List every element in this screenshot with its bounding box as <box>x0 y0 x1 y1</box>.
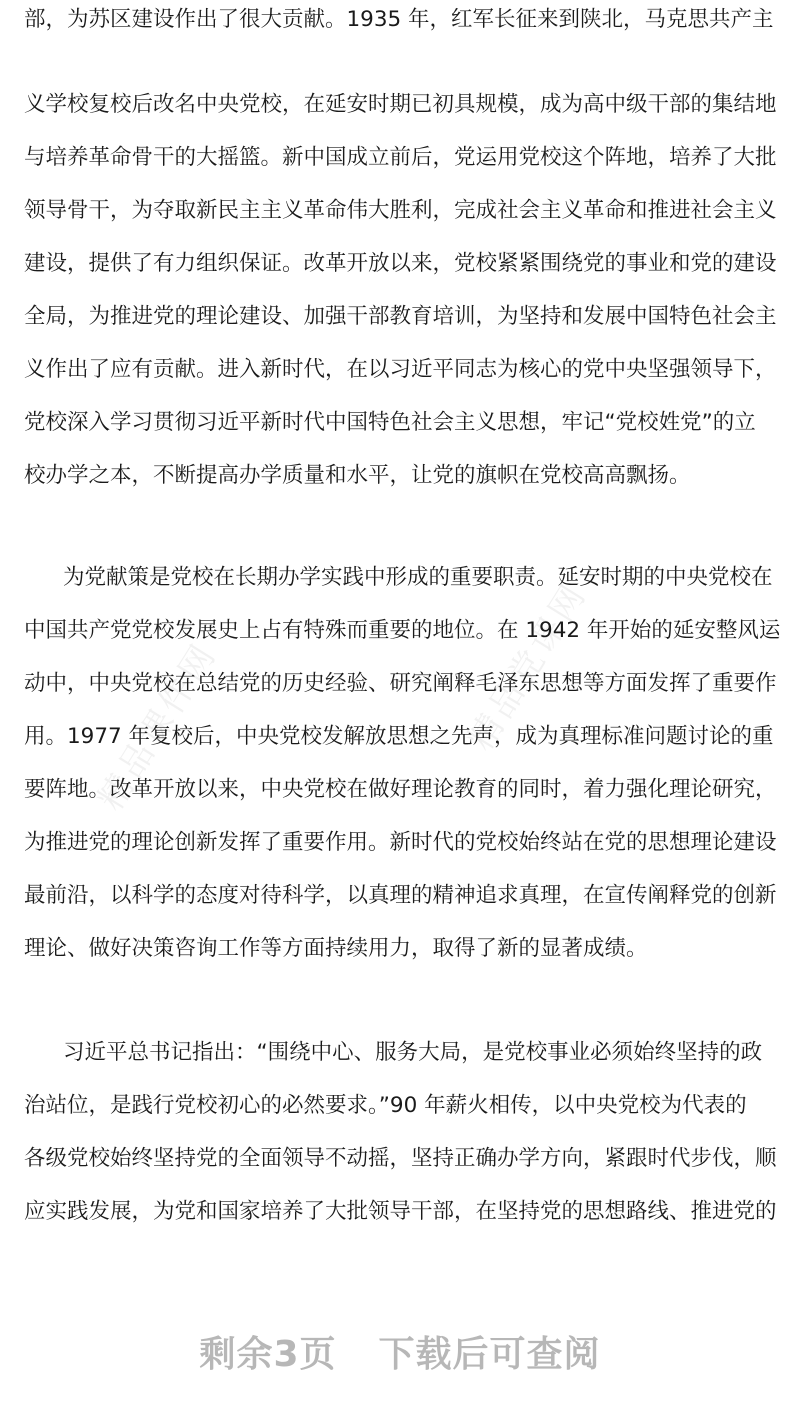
paragraph-3-line-2: 治站位，是践行党校初心的必然要求。”90 年薪火相传，以中央党校为代表的 <box>24 1093 747 1118</box>
paragraph-2-line-7: 最前沿，以科学的态度对待科学，以真理的精神追求真理，在宣传阐释党的创新 <box>24 883 777 908</box>
paragraph-1-line-2: 义学校复校后改名中央党校，在延安时期已初具规模，成为高中级干部的集结地 <box>24 92 777 117</box>
paragraph-2-line-4: 用。1977 年复校后，中央党校发解放思想之先声，成为真理标准问题讨论的重 <box>24 724 774 749</box>
paragraph-1-line-4: 领导骨干，为夺取新民主主义革命伟大胜利，完成社会主义革命和推进社会主义 <box>24 198 777 223</box>
paragraph-1-line-8: 党校深入学习贯彻习近平新时代中国特色社会主义思想，牢记“党校姓党”的立 <box>24 410 756 435</box>
paragraph-2-line-2: 中国共产党党校发展史上占有特殊而重要的地位。在 1942 年开始的延安整风运 <box>24 618 781 643</box>
paragraph-1-line-6: 全局，为推进党的理论建设、加强干部教育培训，为坚持和发展中国特色社会主 <box>24 304 777 329</box>
download-prompt-banner[interactable] <box>0 1326 800 1377</box>
remaining-pages-text: 剩余3页 <box>199 1334 337 1375</box>
paragraph-2-line-1: 为党献策是党校在长期办学实践中形成的重要职责。延安时期的中央党校在 <box>63 565 773 590</box>
paragraph-2-line-8: 理论、做好决策咨询工作等方面持续用力，取得了新的显著成绩。 <box>24 936 648 961</box>
paragraph-1-line-9: 校办学之本，不断提高办学质量和水平，让党的旗帜在党校高高飘扬。 <box>24 463 691 488</box>
paragraph-2-line-3: 动中，中央党校在总结党的历史经验、研究阐释毛泽东思想等方面发挥了重要作 <box>24 671 777 696</box>
watermark-text: 精品课件网 <box>90 635 226 818</box>
paragraph-2-line-6: 为推进党的理论创新发挥了重要作用。新时代的党校始终站在党的思想理论建设 <box>24 830 777 855</box>
paragraph-1-line-1: 部，为苏区建设作出了很大贡献。1935 年，红军长征来到陕北，马克思共产主 <box>24 7 774 32</box>
watermark-text: 精品党课网 <box>460 575 596 758</box>
paragraph-3-line-3: 各级党校始终坚持党的全面领导不动摇，坚持正确办学方向，紧跟时代步伐，顺 <box>24 1146 777 1171</box>
paragraph-1-line-3: 与培养革命骨干的大摇篮。新中国成立前后，党运用党校这个阵地，培养了大批 <box>24 145 777 170</box>
paragraph-1-line-5: 建设，提供了有力组织保证。改革开放以来，党校紧紧围绕党的事业和党的建设 <box>24 251 777 276</box>
paragraph-3-line-1: 习近平总书记指出：“围绕中心、服务大局，是党校事业必须始终坚持的政 <box>63 1040 763 1065</box>
paragraph-2-line-5: 要阵地。改革开放以来，中央党校在做好理论教育的同时，着力强化理论研究， <box>24 777 777 802</box>
paragraph-1-line-7: 义作出了应有贡献。进入新时代，在以习近平同志为核心的党中央坚强领导下， <box>24 357 777 382</box>
download-to-view-text: 下载后可查阅 <box>378 1334 601 1375</box>
paragraph-3-line-4: 应实践发展，为党和国家培养了大批领导干部，在坚持党的思想路线、推进党的 <box>24 1199 777 1224</box>
